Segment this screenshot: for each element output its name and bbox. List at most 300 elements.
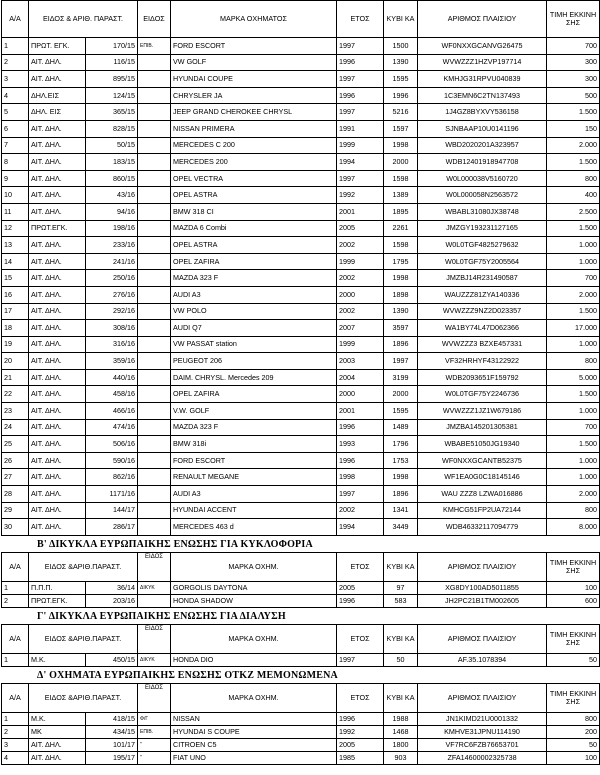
table-cell: 1.500 [547,303,600,320]
table-row [2,419,600,436]
table-cell: 8.000 [547,519,600,536]
table-row [2,220,600,237]
table-cell: 1997 [384,353,418,370]
table-cell [138,104,171,121]
header-cell: ΕΙΔΟΣ [138,683,171,712]
table-cell: 19 [2,336,29,353]
table-cell: W0L000058N2563572 [418,187,547,204]
table-row [2,270,600,287]
table-cell: ΑΙΤ. ΔΗΛ. [29,71,86,88]
table-cell: 458/16 [86,386,138,403]
table-cell: ΠΡΩΤ.ΕΓΚ. [29,594,86,607]
table-cell: 590/16 [86,452,138,469]
table-cell: NISSAN [171,712,337,725]
table-cell [138,353,171,370]
table-row [2,502,600,519]
table-cell: 1996 [337,54,384,71]
table-cell: 1997 [337,653,384,666]
table-cell: 860/15 [86,170,138,187]
header-type: ΕΙΔΟΣ [138,1,171,38]
table-cell: 506/16 [86,436,138,453]
table-row [2,54,600,71]
table-cell: 1.000 [547,452,600,469]
table-row [2,286,600,303]
table-cell [138,303,171,320]
table-cell: MAZDA 6 Combi [171,220,337,237]
table-cell: OPEL ASTRA [171,187,337,204]
table-cell: 3449 [384,519,418,536]
table-cell [138,594,171,607]
table-cell: KMHCG51FP2UA72144 [418,502,547,519]
table-cell: ΑΙΤ. ΔΗΛ. [29,751,86,764]
table-cell: WDB2093651F159792 [418,369,547,386]
table-cell: 1390 [384,303,418,320]
table-cell: 2.000 [547,286,600,303]
table-cell: 7 [2,137,29,154]
table-cell: 2.000 [547,137,600,154]
table-cell: 22 [2,386,29,403]
table-cell: JMZGY193231127165 [418,220,547,237]
table-cell: ΠΡΩΤ.ΕΓΚ. [29,220,86,237]
table-cell: WDB12401918947708 [418,154,547,171]
table-cell: 434/15 [86,725,138,738]
table-cell: HONDA DIO [171,653,337,666]
table-cell: 400 [547,187,600,204]
table-row [2,137,600,154]
table-cell: JMZBJ14R231490587 [418,270,547,287]
table-cell: 17 [2,303,29,320]
table-cell: 2003 [337,353,384,370]
table-cell: 1171/16 [86,486,138,503]
table-cell: 1998 [384,137,418,154]
table-cell: 1489 [384,419,418,436]
header-cell: ΕΤΟΣ [337,552,384,581]
table-cell: ΑΙΤ. ΔΗΛ. [29,369,86,386]
table-cell: 2007 [337,320,384,337]
table-cell: 2001 [337,403,384,420]
table-row [2,253,600,270]
table-cell [138,502,171,519]
header-cell: Α/Α [2,683,29,712]
table-cell: 1 [2,581,29,594]
table-cell: 1468 [384,725,418,738]
table-cell: 450/15 [86,653,138,666]
section-c-table [1,624,600,667]
table-cell: 144/17 [86,502,138,519]
table-cell: 1598 [384,170,418,187]
table-cell: 418/15 [86,712,138,725]
table-cell: 2002 [337,237,384,254]
table-cell: 3 [2,71,29,88]
table-cell: 6 [2,120,29,137]
table-cell: 233/16 [86,237,138,254]
table-cell: 466/16 [86,403,138,420]
table-cell: ΑΙΤ. ΔΗΛ. [29,353,86,370]
table-cell: ΑΙΤ. ΔΗΛ. [29,253,86,270]
table-row [2,187,600,204]
table-cell [138,469,171,486]
table-cell [138,203,171,220]
table-cell: 2.500 [547,203,600,220]
table-cell [138,320,171,337]
table-cell: 12 [2,220,29,237]
table-cell: VW POLO [171,303,337,320]
table-cell: 1 [2,38,29,55]
table-cell: JMZBA145201305381 [418,419,547,436]
table-row [2,170,600,187]
header-make: ΜΑΡΚΑ ΟΧΗΜΑΤΟΣ [171,1,337,38]
table-cell: AUDI A3 [171,486,337,503]
table-cell: ΑΙΤ. ΔΗΛ. [29,403,86,420]
table-cell: AF.35.1078394 [418,653,547,666]
table-cell: 286/17 [86,519,138,536]
table-cell: BMW 318 CI [171,203,337,220]
header-start-price: ΤΙΜΗ ΕΚΚΙΝΗ ΣΗΣ [547,1,600,38]
table-cell [138,286,171,303]
header-cell: ΑΡΙΘΜΟΣ ΠΛΑΙΣΙΟΥ [418,552,547,581]
table-cell [138,253,171,270]
table-cell [138,154,171,171]
table-cell: WAU ZZZ8 LZWA016886 [418,486,547,503]
table-cell: 18 [2,320,29,337]
table-cell: 4 [2,751,29,764]
table-cell: BMW 318i [171,436,337,453]
table-cell: 250/16 [86,270,138,287]
table-cell: 2002 [337,270,384,287]
table-cell: ΑΙΤ. ΔΗΛ. [29,137,86,154]
table-row [2,336,600,353]
table-cell: 116/15 [86,54,138,71]
table-cell: HYUNDAI S COUPE [171,725,337,738]
table-cell: WVWZZZ3 BZXE457331 [418,336,547,353]
table-cell: 1.000 [547,403,600,420]
table-cell: OPEL VECTRA [171,170,337,187]
table-cell: 2 [2,725,29,738]
table-cell [138,452,171,469]
header-cell: ΜΑΡΚΑ ΟΧΗΜ. [171,552,337,581]
table-cell [138,270,171,287]
table-cell: 2261 [384,220,418,237]
table-cell: 5216 [384,104,418,121]
table-cell: 2005 [337,581,384,594]
table-cell: 1998 [384,270,418,287]
table-cell: ΑΙΤ. ΔΗΛ. [29,320,86,337]
table-cell: ΑΙΤ. ΔΗΛ. [29,419,86,436]
table-cell: ΑΙΤ. ΔΗΛ. [29,303,86,320]
table-cell: 1996 [337,594,384,607]
table-cell: 1389 [384,187,418,204]
table-cell: 2000 [337,286,384,303]
table-cell: 1895 [384,203,418,220]
table-cell: WA1BY74L47D062366 [418,320,547,337]
table-cell: MAZDA 323 F [171,270,337,287]
table-row [2,120,600,137]
table-cell: ΔΙΚΥΚ [138,581,171,594]
header-cell: ΑΡΙΘΜΟΣ ΠΛΑΙΣΙΟΥ [418,624,547,653]
table-row [2,203,600,220]
table-cell [138,187,171,204]
table-cell: 583 [384,594,418,607]
table-row [2,154,600,171]
table-cell: ΑΙΤ. ΔΗΛ. [29,187,86,204]
table-cell: 2000 [337,386,384,403]
table-cell: 241/16 [86,253,138,270]
table-cell: 1896 [384,486,418,503]
table-cell: ΑΙΤ. ΔΗΛ. [29,120,86,137]
header-cell: ΕΤΟΣ [337,624,384,653]
table-cell: " [138,751,171,764]
table-cell: VF7RC6FZB76653701 [418,738,547,751]
table-cell: CITROEN C5 [171,738,337,751]
table-cell: 316/16 [86,336,138,353]
table-row [2,403,600,420]
table-cell: OPEL ASTRA [171,237,337,254]
section-d-table [1,683,600,765]
table-cell: 11 [2,203,29,220]
header-cell: Α/Α [2,624,29,653]
table-cell: 828/15 [86,120,138,137]
table-cell: JH2PC21B1TM002605 [418,594,547,607]
table-cell: OPEL ZAFIRA [171,386,337,403]
table-cell: DAIM. CHRYSL. Mercedes 209 [171,369,337,386]
table-cell: 50 [547,738,600,751]
table-cell: 1996 [337,452,384,469]
table-cell: 1898 [384,286,418,303]
table-cell: 16 [2,286,29,303]
section-b-table [1,552,600,608]
table-cell: 1999 [337,137,384,154]
table-cell: 36/14 [86,581,138,594]
table-cell: MERCEDES 200 [171,154,337,171]
table-cell: 1390 [384,54,418,71]
table-cell: 2004 [337,369,384,386]
table-cell: 8 [2,154,29,171]
table-cell: Μ.Κ. [29,712,86,725]
table-cell [138,87,171,104]
table-cell: WVWZZZ1HZVP197714 [418,54,547,71]
table-cell: 1500 [384,38,418,55]
table-cell: ΜΚ [29,725,86,738]
table-cell: W0L0TGF4825279632 [418,237,547,254]
table-cell: ZFA14600002325738 [418,751,547,764]
table-cell: 1J4GZ8BYXVY536158 [418,104,547,121]
table-cell: W0L000038V5160720 [418,170,547,187]
table-header-row [2,683,600,712]
table-cell: ΔΗΛ. ΕΙΣ [29,104,86,121]
table-cell: 101/17 [86,738,138,751]
header-cell: ΑΡΙΘΜΟΣ ΠΛΑΙΣΙΟΥ [418,683,547,712]
table-cell [138,336,171,353]
table-cell: 2 [2,594,29,607]
table-cell: ΑΙΤ. ΔΗΛ. [29,452,86,469]
header-cell: Α/Α [2,552,29,581]
table-cell: 600 [547,594,600,607]
table-cell: 903 [384,751,418,764]
table-cell: 15 [2,270,29,287]
table-cell: JN1KIMD21U0001332 [418,712,547,725]
table-cell: 2000 [384,154,418,171]
table-cell: JEEP GRAND CHEROKEE CHRYSL [171,104,337,121]
table-cell: 1795 [384,253,418,270]
table-cell: WBABL31080JX38748 [418,203,547,220]
table-cell: WDB46332117094779 [418,519,547,536]
header-cell: ΕΙΔΟΣ &ΑΡΙΘ.ΠΑΡΑΣΤ. [29,552,138,581]
table-cell: 800 [547,502,600,519]
table-cell: WBD2020201A323957 [418,137,547,154]
table-row [2,87,600,104]
table-cell: 1997 [337,104,384,121]
table-header-row [2,1,600,38]
table-row [2,353,600,370]
table-cell: Μ.Κ. [29,653,86,666]
header-cell: ΕΙΔΟΣ &ΑΡΙΘ.ΠΑΡΑΣΤ. [29,624,138,653]
table-cell: ΑΙΤ. ΔΗΛ. [29,270,86,287]
table-cell: 50 [384,653,418,666]
table-cell: AUDI A3 [171,286,337,303]
table-row [2,751,600,764]
table-cell: 292/16 [86,303,138,320]
table-cell: WVWZZZ1JZ1W679186 [418,403,547,420]
table-cell: 862/16 [86,469,138,486]
table-row [2,653,600,666]
header-cc: ΚΥΒΙ ΚΑ [384,1,418,38]
table-row [2,452,600,469]
table-cell: ΔΗΛ.ΕΙΣ [29,87,86,104]
table-cell: 2 [2,54,29,71]
table-cell: 1.500 [547,436,600,453]
table-cell [138,71,171,88]
table-cell: 308/16 [86,320,138,337]
table-cell [138,486,171,503]
table-cell: ΑΙΤ. ΔΗΛ. [29,519,86,536]
table-cell: OPEL ZAFIRA [171,253,337,270]
main-vehicle-table [1,0,600,536]
table-cell: 276/16 [86,286,138,303]
table-cell [138,419,171,436]
table-row [2,486,600,503]
table-row [2,303,600,320]
table-cell: 474/16 [86,419,138,436]
table-cell: 1341 [384,502,418,519]
table-cell: 359/16 [86,353,138,370]
table-cell: RENAULT MEGANE [171,469,337,486]
table-cell: 1996 [337,419,384,436]
table-cell: 1597 [384,120,418,137]
table-cell: 800 [547,353,600,370]
header-aa: Α/Α [2,1,29,38]
table-cell: 4 [2,87,29,104]
table-cell: WF1EA0G0C18145146 [418,469,547,486]
table-cell: HONDA SHADOW [171,594,337,607]
table-cell: 100 [547,581,600,594]
table-cell: 3597 [384,320,418,337]
table-cell: 2002 [337,303,384,320]
table-cell: MERCEDES C 200 [171,137,337,154]
table-cell: ΑΙΤ. ΔΗΛ. [29,170,86,187]
table-cell: WBABE51050JG19340 [418,436,547,453]
header-cell: ΤΙΜΗ ΕΚΚΙΝΗ ΣΗΣ [547,552,600,581]
table-row [2,594,600,607]
table-cell: Π.Π.Π. [29,581,86,594]
table-cell [138,369,171,386]
header-cell: ΕΤΟΣ [337,683,384,712]
table-cell: 28 [2,486,29,503]
table-cell [138,170,171,187]
table-cell: 1996 [384,87,418,104]
table-cell: 1.000 [547,237,600,254]
table-cell: FORD ESCORT [171,38,337,55]
table-cell: 895/15 [86,71,138,88]
table-cell: 124/15 [86,87,138,104]
table-cell: 9 [2,170,29,187]
table-cell [138,137,171,154]
table-cell: 1997 [337,170,384,187]
table-cell: VW GOLF [171,54,337,71]
table-cell: 1796 [384,436,418,453]
table-cell: HYUNDAI ACCENT [171,502,337,519]
table-cell: 2.000 [547,486,600,503]
table-cell: 440/16 [86,369,138,386]
table-cell: 300 [547,71,600,88]
table-cell: ΑΙΤ. ΔΗΛ. [29,54,86,71]
table-cell: 94/16 [86,203,138,220]
table-cell: ΑΙΤ. ΔΗΛ. [29,486,86,503]
table-row [2,436,600,453]
table-cell: 2001 [337,203,384,220]
table-cell: 1994 [337,154,384,171]
table-cell: 1998 [384,469,418,486]
table-row [2,712,600,725]
table-row [2,581,600,594]
table-cell: ΑΙΤ. ΔΗΛ. [29,469,86,486]
table-cell: 170/15 [86,38,138,55]
table-cell: 1.000 [547,469,600,486]
table-cell: Φ/Γ [138,712,171,725]
header-year: ΕΤΟΣ [337,1,384,38]
table-cell: 1.500 [547,386,600,403]
table-cell: KMHJG31RPVU040839 [418,71,547,88]
table-cell: MAZDA 323 F [171,419,337,436]
table-cell: 1C3EMN6C2TN137493 [418,87,547,104]
table-cell: 1996 [337,712,384,725]
table-cell: W0L0TGF75Y2246736 [418,386,547,403]
section-b-title: Β' ΔΙΚΥΚΛΑ ΕΥΡΩΠΑΙΚΗΣ ΕΝΩΣΗΣ ΓΙΑ ΚΥΚΛΟΦΟΡΙΑ [37,538,313,550]
table-row [2,386,600,403]
table-cell: 17.000 [547,320,600,337]
table-header-row [2,624,600,653]
table-cell: 2005 [337,738,384,751]
table-cell: ΑΙΤ. ΔΗΛ. [29,336,86,353]
table-cell: 21 [2,369,29,386]
table-cell: W0L0TGF75Y2005564 [418,253,547,270]
table-cell: ΠΡΩΤ. ΕΓΚ. [29,38,86,55]
header-cell: ΕΙΔΟΣ &ΑΡΙΘ.ΠΑΡΑΣΤ. [29,683,138,712]
table-header-row [2,552,600,581]
table-cell: 2000 [384,386,418,403]
table-cell: FORD ESCORT [171,452,337,469]
table-cell: ΑΙΤ. ΔΗΛ. [29,154,86,171]
table-cell: 1992 [337,187,384,204]
table-cell: 1595 [384,71,418,88]
table-cell: 13 [2,237,29,254]
table-cell: ΑΙΤ. ΔΗΛ. [29,502,86,519]
table-cell: 26 [2,452,29,469]
table-cell: 1598 [384,237,418,254]
table-cell: MERCEDES 463 d [171,519,337,536]
table-cell: 5.000 [547,369,600,386]
table-cell: 1.000 [547,253,600,270]
table-row [2,469,600,486]
